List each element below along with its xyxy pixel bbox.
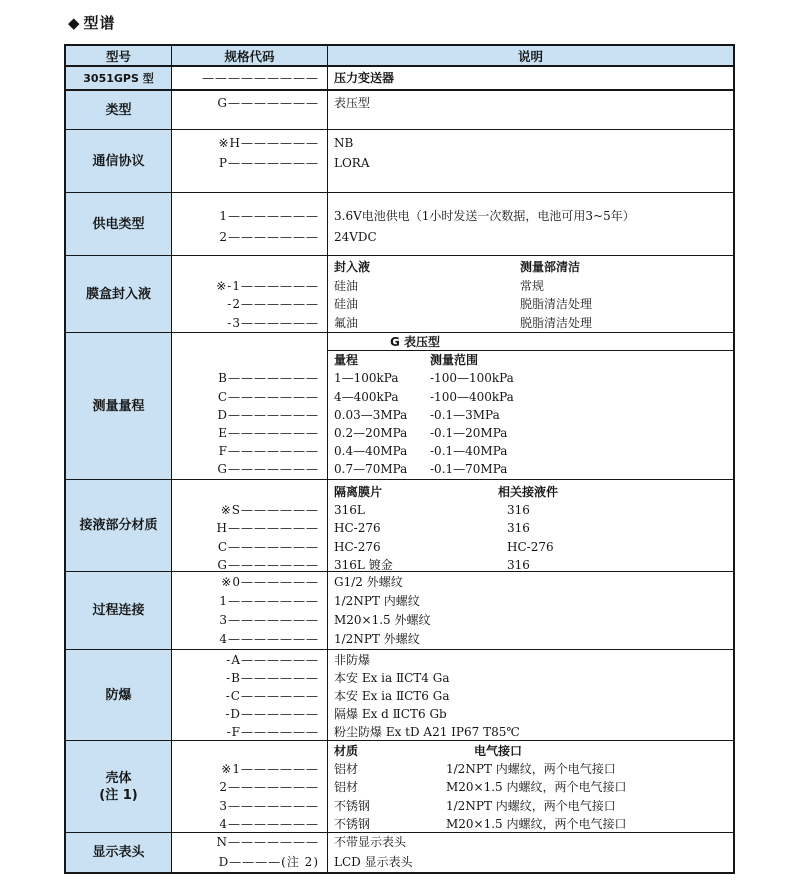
section-label-text: 接液部分材质 (79, 518, 158, 533)
spec-code-line: C——————— (217, 389, 319, 404)
description-text: 封入液 (334, 260, 371, 274)
description-line (334, 687, 733, 705)
spec-code-line: ※1—————— (221, 762, 319, 777)
spec-code-line: ※0—————— (221, 575, 319, 589)
spec-code-cell (172, 256, 328, 332)
description-text: G1/2 外螺纹 (334, 575, 403, 589)
section-label-text: 测量量程 (92, 398, 145, 414)
spec-code-line: D————(注 2) (218, 854, 319, 869)
section-label-process-connection (66, 572, 172, 649)
description-line (334, 424, 733, 442)
description-line (334, 538, 733, 556)
description-line (334, 295, 733, 314)
description-line (334, 133, 733, 153)
description-text: 316L 镀金 (334, 557, 393, 572)
description-text: 1/2NPT 内螺纹，两个电气接口 (446, 798, 616, 813)
spec-code-cell (172, 67, 328, 89)
spec-code-line: G——————— (217, 96, 319, 110)
spec-code-line: G——————— (217, 557, 319, 572)
section-label-text: 供电类型 (92, 216, 145, 232)
spec-code-line: 3——————— (219, 613, 319, 627)
description-text: 不锈钢 (334, 798, 371, 813)
description-line (334, 705, 733, 723)
spec-code-line: P——————— (218, 156, 319, 170)
description-text: 铝材 (334, 780, 359, 795)
description-cell (328, 333, 733, 479)
spec-code-cell (172, 833, 328, 872)
spec-code-cell (172, 650, 328, 740)
description-cell (328, 833, 733, 872)
spec-code-line: G——————— (217, 462, 319, 477)
description-text: 粉尘防爆 Ex tD A21 IP67 T85℃ (334, 725, 520, 739)
description-text: -100—400kPa (430, 389, 514, 404)
description-line (334, 93, 733, 113)
spec-code-line: 2——————— (219, 230, 319, 244)
description-text: 测量部清洁 (520, 260, 581, 274)
spec-code-cell (172, 741, 328, 832)
description-line (334, 153, 733, 173)
description-text: 1—100kPa (334, 371, 399, 386)
section-label-power (66, 193, 172, 255)
description-text: 1/2NPT 外螺纹 (334, 632, 420, 646)
spec-code-line: -B—————— (226, 671, 319, 685)
spec-code-cell (172, 572, 328, 649)
page-title-text: 型谱 (83, 14, 116, 32)
spec-code-line: N——————— (216, 835, 319, 849)
spec-code-line: -A—————— (226, 653, 319, 667)
description-text: 脱脂清洁处理 (520, 297, 593, 311)
gauge-type-subheader (328, 333, 733, 351)
spec-code-line (172, 483, 327, 501)
section-label-note: (注 1) (99, 787, 138, 803)
page-title (68, 12, 790, 33)
section-process-connection (66, 572, 733, 650)
description-text: 0.03—3MPa (334, 407, 408, 422)
description-line (334, 369, 733, 387)
section-fill-fluid (66, 256, 733, 333)
description-line (334, 206, 733, 227)
description-line (334, 592, 733, 611)
table-header-row (66, 46, 733, 67)
description-text: HC-276 (334, 539, 381, 554)
description-text: 0.7—70MPa (334, 462, 408, 477)
description-text: LORA (334, 156, 370, 170)
description-text: -0.1—20MPa (430, 425, 508, 440)
spec-code-line: 4——————— (219, 816, 319, 831)
description-line (334, 460, 733, 478)
section-power (66, 193, 733, 256)
description-line (334, 815, 733, 833)
spec-code-line: H——————— (216, 521, 319, 536)
spec-code-line: 2——————— (219, 780, 319, 795)
description-text: 材质 (334, 744, 359, 758)
description-line (334, 853, 733, 873)
section-label-text: 类型 (105, 102, 132, 118)
section-label-wetted-material (66, 480, 172, 571)
spec-code-line: F——————— (218, 444, 319, 459)
description-text: 24VDC (334, 230, 377, 244)
spec-code-line: ※S—————— (220, 503, 319, 518)
description-line (334, 519, 733, 537)
section-label-housing (66, 741, 172, 832)
column-header-model: 型号 (66, 46, 172, 65)
description-text: 氟油 (334, 315, 359, 330)
spec-code-cell (172, 130, 328, 192)
description-text: 硅油 (334, 278, 359, 293)
description-cell (328, 741, 733, 832)
section-label-text: 3051GPS 型 (83, 71, 154, 85)
description-line (334, 68, 733, 88)
description-cell (328, 193, 733, 255)
section-model (66, 67, 733, 91)
description-text: -0.1—3MPa (430, 407, 500, 422)
description-text: NB (334, 136, 354, 150)
spec-code-line (172, 258, 327, 277)
spec-code-line: E——————— (218, 425, 319, 440)
description-text: 硅油 (334, 297, 359, 311)
description-text: 量程 (334, 353, 359, 368)
section-label-range (66, 333, 172, 479)
spec-code-line: ————————— (202, 71, 319, 85)
description-cell (328, 91, 733, 129)
description-text: 隔爆 Ex d ⅡCT6 Gb (334, 707, 447, 721)
spec-code-line (172, 351, 327, 369)
description-cell (328, 480, 733, 571)
description-text: 脱脂清洁处理 (520, 315, 593, 330)
description-text: 316L (334, 503, 365, 518)
description-text: HC-276 (334, 521, 381, 536)
description-line (334, 611, 733, 630)
description-text: -0.1—70MPa (430, 462, 508, 477)
description-line (334, 258, 733, 277)
description-text: 不带显示表头 (334, 835, 407, 849)
description-text: M20×1.5 内螺纹，两个电气接口 (446, 816, 627, 831)
description-text: 1/2NPT 内螺纹 (334, 594, 420, 608)
description-cell (328, 256, 733, 332)
section-label-text: 壳体 (105, 770, 132, 786)
description-text: 不锈钢 (334, 816, 371, 831)
description-text: M20×1.5 外螺纹 (334, 613, 431, 627)
description-line (334, 406, 733, 424)
description-line (334, 314, 733, 333)
spec-code-line: 1——————— (219, 209, 319, 223)
description-line (334, 669, 733, 687)
section-label-text: 通信协议 (92, 153, 145, 169)
description-text: -100—100kPa (430, 371, 514, 386)
description-line (334, 573, 733, 592)
section-label-display (66, 833, 172, 872)
spec-code-cell (172, 193, 328, 255)
description-cell (328, 67, 733, 89)
section-label-text: 膜盒封入液 (85, 286, 151, 302)
spec-code-line: ※-1—————— (216, 278, 319, 293)
description-cell (328, 650, 733, 740)
description-line (334, 388, 733, 406)
description-line (334, 797, 733, 815)
column-header-description: 说明 (517, 48, 543, 64)
spec-code-line: -F—————— (226, 725, 319, 739)
description-cell (328, 572, 733, 649)
spec-code-line (172, 333, 327, 351)
spec-code-line: -2—————— (227, 297, 319, 311)
spec-code-line (172, 742, 327, 760)
description-line (334, 778, 733, 796)
description-line (334, 723, 733, 741)
spec-code-line: -D—————— (225, 707, 319, 721)
description-text: HC-276 (507, 539, 554, 554)
section-explosion-proof (66, 650, 733, 741)
table-body (66, 67, 733, 872)
section-type (66, 91, 733, 130)
spec-code-line: 1——————— (219, 594, 319, 608)
description-text: 相关接液件 (498, 485, 559, 499)
section-label-type (66, 91, 172, 129)
description-text: 非防爆 (334, 653, 371, 667)
description-line (334, 833, 733, 853)
description-text: 压力变送器 (334, 71, 395, 85)
spec-code-line: -3—————— (227, 315, 319, 330)
description-text: 本安 Ex ia ⅡCT4 Ga (334, 671, 450, 685)
section-protocol (66, 130, 733, 193)
description-text: 316 (507, 521, 530, 536)
model-spec-table (64, 44, 735, 874)
section-display (66, 833, 733, 872)
description-line (334, 351, 733, 369)
section-label-model (66, 67, 172, 89)
description-line (334, 227, 733, 248)
section-range (66, 333, 733, 480)
description-text: 3.6V电池供电（1小时发送一次数据，电池可用3~5年） (334, 209, 635, 223)
description-line (334, 501, 733, 519)
section-housing (66, 741, 733, 833)
spec-code-cell (172, 480, 328, 571)
description-cell (328, 130, 733, 192)
spec-code-line: 3——————— (219, 798, 319, 813)
column-header-spec-code: 规格代码 (172, 46, 328, 65)
description-text: 0.4—40MPa (334, 444, 408, 459)
description-text: 测量范围 (430, 353, 479, 368)
section-label-fill-fluid (66, 256, 172, 332)
description-text: M20×1.5 内螺纹，两个电气接口 (446, 780, 627, 795)
spec-code-cell (172, 91, 328, 129)
description-text: 0.2—20MPa (334, 425, 408, 440)
description-line (334, 630, 733, 649)
spec-code-line: D——————— (217, 407, 319, 422)
description-text: 1/2NPT 内螺纹，两个电气接口 (446, 762, 616, 777)
description-text: 表压型 (334, 96, 371, 110)
description-line (334, 742, 733, 760)
section-label-protocol (66, 130, 172, 192)
section-label-text: 防爆 (105, 687, 132, 703)
description-text: -0.1—40MPa (430, 444, 508, 459)
description-line (334, 277, 733, 296)
description-text: 铝材 (334, 762, 359, 777)
section-label-text: 显示表头 (92, 845, 145, 860)
description-text: 本安 Ex ia ⅡCT6 Ga (334, 689, 450, 703)
section-label-explosion-proof (66, 650, 172, 740)
description-text: 4—400kPa (334, 389, 399, 404)
description-text: G 表压型 (390, 335, 441, 349)
section-wetted-material (66, 480, 733, 572)
description-text: LCD 显示表头 (334, 854, 413, 869)
description-text: 电气接口 (474, 744, 523, 758)
description-line (334, 483, 733, 501)
spec-code-line: B——————— (218, 371, 319, 386)
spec-code-line: 4——————— (219, 632, 319, 646)
spec-code-cell (172, 333, 328, 479)
description-text: 常规 (520, 278, 545, 293)
spec-code-line: ※H—————— (218, 136, 319, 150)
diamond-icon: ◆ (68, 14, 81, 32)
description-line (334, 760, 733, 778)
section-label-text: 过程连接 (92, 603, 145, 618)
description-line (334, 442, 733, 460)
description-line (334, 651, 733, 669)
spec-code-line: C——————— (217, 539, 319, 554)
description-text: 316 (507, 557, 530, 572)
spec-code-line: -C—————— (225, 689, 319, 703)
description-text: 隔离膜片 (334, 485, 383, 499)
description-text: 316 (507, 503, 530, 518)
